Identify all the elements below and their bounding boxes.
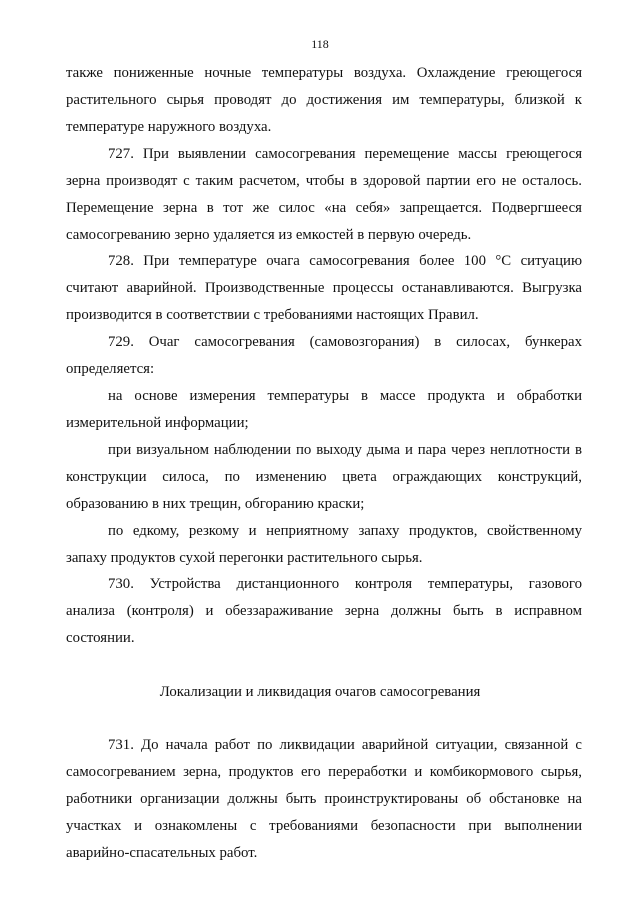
text-line: также пониженные ночные температуры воздуха. Охлаждение греющегося xyxy=(66,65,582,81)
text-line: аварийно-спасательных работ. xyxy=(66,845,258,861)
text-line: анализа (контроля) и обеззараживание зерна должны быть в исправном xyxy=(66,603,582,619)
text-line: зерна производят с таким расчетом, чтобы в здоровой партии его не осталось. xyxy=(66,173,582,189)
text-line: температуре наружного воздуха. xyxy=(66,119,272,135)
text-line: запаху продуктов сухой перегонки растительного сырья. xyxy=(66,550,423,566)
section-heading: Локализации и ликвидация очагов самосогревания xyxy=(159,684,481,700)
text-line: считают аварийной. Производственные процессы останавливаются. Выгрузка xyxy=(66,280,582,296)
text-line: состоянии. xyxy=(66,630,135,646)
text-line: образованию в них трещин, обгоранию краски; xyxy=(66,496,365,512)
text-line: 729. Очаг самосогревания (самовозгорания) в силосах, бункерах xyxy=(108,334,582,350)
text-line: измерительной информации; xyxy=(66,415,249,431)
text-line: определяется: xyxy=(66,361,155,377)
text-line: по едкому, резкому и неприятному запаху продуктов, свойственному xyxy=(108,523,582,539)
text-line: Перемещение зерна в тот же силос «на себя» запрещается. Подвергшееся xyxy=(66,200,582,216)
text-line: 728. При температуре очага самосогревания более 100 °С ситуацию xyxy=(108,253,582,269)
text-line: производится в соответствии с требованиями настоящих Правил. xyxy=(66,307,479,323)
text-line: растительного сырья проводят до достижения им температуры, близкой к xyxy=(66,92,582,108)
text-line: на основе измерения температуры в массе продукта и обработки xyxy=(108,388,582,404)
text-line: 730. Устройства дистанционного контроля температуры, газового xyxy=(108,576,582,592)
text-line: работники организации должны быть проинструктированы об обстановке на xyxy=(66,791,582,807)
text-line: 727. При выявлении самосогревания перемещение массы греющегося xyxy=(108,146,582,162)
text-line: самосогреванием зерна, продуктов его переработки и комбикормового сырья, xyxy=(66,764,582,780)
text-line: участках и ознакомлены с требованиями безопасности при выполнении xyxy=(66,818,582,834)
text-line: самосогреванию зерно удаляется из емкостей в первую очередь. xyxy=(66,227,472,243)
text-line: конструкции силоса, по изменению цвета ограждающих конструкций, xyxy=(66,469,582,485)
page-number: 118 xyxy=(311,37,329,51)
text-line: 731. До начала работ по ликвидации аварийной ситуации, связанной с xyxy=(108,737,582,753)
text-line: при визуальном наблюдении по выходу дыма и пара через неплотности в xyxy=(108,442,582,458)
